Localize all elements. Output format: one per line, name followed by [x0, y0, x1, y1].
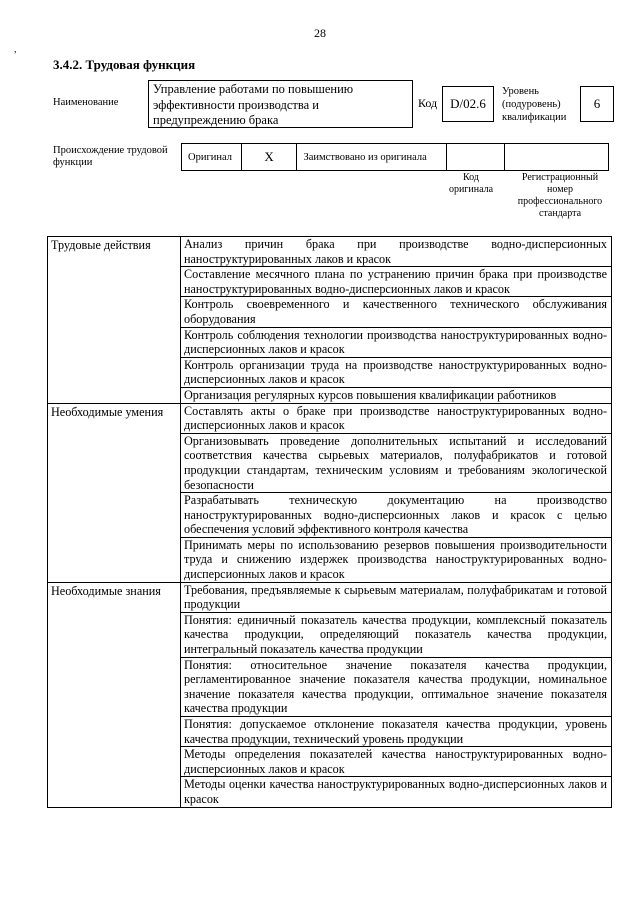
name-label: Наименование [53, 97, 119, 108]
table-cell-text: Контроль своевременного и качественного технического обслуживания оборудования [181, 297, 612, 327]
page-number: 28 [314, 26, 326, 40]
table-cell-text: Анализ причин брака при производстве водно-дисперсионных наноструктурированных лаков и красок [181, 237, 612, 267]
section-title: 3.4.2. Трудовая функция [53, 57, 196, 72]
original-label: Оригинал [182, 144, 242, 170]
original-mark: X [242, 144, 298, 170]
row-group-label: Необходимые умения [48, 403, 181, 582]
origin-label: Происхождение трудовой функции [53, 145, 168, 168]
table-cell-text: Методы оценки качества наноструктурированных водно-дисперсионных лаков и красок [181, 777, 612, 807]
table-row [48, 582, 612, 612]
table-cell-text: Требования, предъявляемые к сырьевым материалам, полуфабрикатам и готовой продукции [181, 582, 612, 612]
code-value: D/02.6 [442, 86, 494, 122]
table-cell-text: Понятия: единичный показатель качества продукции, комплексный показатель качества продукции, определяющий показатель качества продукции, интегральный показатель качества продукции [181, 612, 612, 657]
reg-caption: Регистрационный номер профессионального стандарта [517, 172, 603, 219]
labor-function-table [47, 236, 612, 808]
table-row [48, 403, 612, 433]
level-value: 6 [580, 86, 614, 122]
table-cell-text: Контроль организации труда на производстве наноструктурированных водно-дисперсионных лаков и красок [181, 357, 612, 387]
original-code-cell [447, 144, 505, 170]
code-label: Код [418, 96, 438, 110]
level-label: Уровень (подуровень) квалификации [502, 86, 567, 123]
table-cell-text: Понятия: допускаемое отклонение показателя качества продукции, уровень качества продукции, технический уровень продукции [181, 717, 612, 747]
table-row [48, 237, 612, 267]
table-cell-text: Организация регулярных курсов повышения квалификации работников [181, 387, 612, 403]
table-cell-text: Разрабатывать техническую документацию на производство наноструктурированных водно-дисперсионных лаков и красок с целью обеспечения условий эффективного контроля качества [181, 493, 612, 538]
table-cell-text: Методы определения показателей качества наноструктурированных водно-дисперсионных лаков и красок [181, 747, 612, 777]
table-cell-text: Контроль соблюдения технологии производства наноструктурированных водно-дисперсионных лаков и красок [181, 327, 612, 357]
row-group-label: Трудовые действия [48, 237, 181, 404]
table-cell-text: Понятия: относительное значение показателя качества продукции, регламентированное значение показателя качества продукции, номинальное значение показателя качества продукции, оптимальное значение показателя качества продукции [181, 657, 612, 716]
reg-number-cell [505, 144, 609, 170]
margin-mark: , [14, 44, 17, 55]
function-name: Управление работами по повышению эффективности производства и предупреждению брака [148, 80, 413, 128]
table-cell-text: Составление месячного плана по устранению причин брака при производстве наноструктурированных водно-дисперсионных лаков и красок [181, 267, 612, 297]
table-cell-text: Организовывать проведение дополнительных испытаний и исследований соответствия качества сырьевых материалов, полуфабрикатов и готовой продукции стандартам, техническим условиям и требованиям экологической безопасности [181, 433, 612, 492]
table-cell-text: Составлять акты о браке при производстве наноструктурированных водно-дисперсионных лаков и красок [181, 403, 612, 433]
origin-row [181, 143, 609, 171]
table-cell-text: Принимать меры по использованию резервов повышения производительности труда и снижению издержек производства наноструктурированных водно-дисперсионных лаков и красок [181, 537, 612, 582]
code-caption: Код оригинала [448, 172, 494, 195]
borrowed-label: Заимствовано из оригинала [297, 144, 446, 170]
row-group-label: Необходимые знания [48, 582, 181, 807]
